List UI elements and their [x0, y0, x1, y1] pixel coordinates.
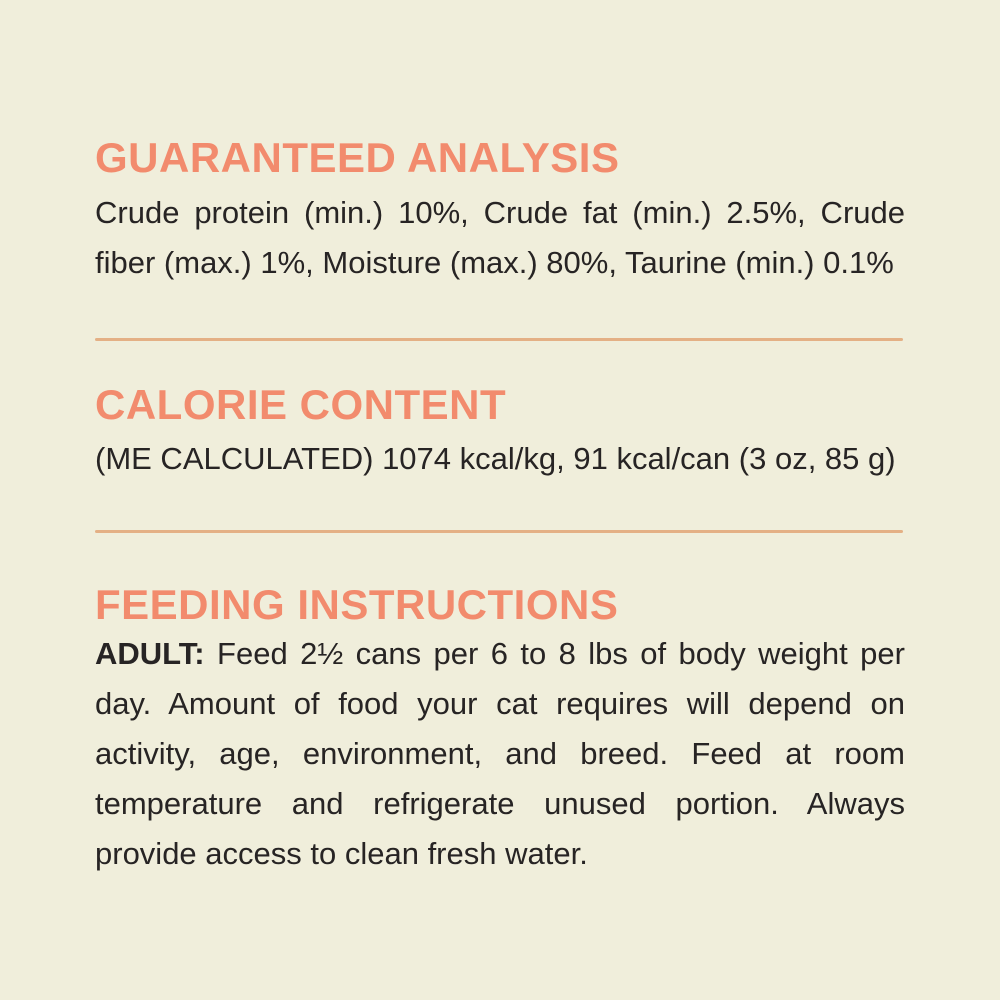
calorie-content-text: (ME CALCULATED) 1074 kcal/kg, 91 kcal/can (3 oz, 85 g): [95, 441, 896, 476]
section-divider: [95, 530, 903, 533]
calorie-content-section: [95, 381, 905, 484]
feeding-instructions-section: [95, 581, 905, 879]
section-divider: [95, 338, 903, 341]
adult-label: ADULT:: [95, 636, 205, 671]
guaranteed-analysis-text: Crude protein (min.) 10%, Crude fat (min.) 2.5%, Crude fiber (max.) 1%, Moisture (max.) 80%, Taurine (min.) 0.1%: [95, 195, 905, 280]
calorie-content-heading: CALORIE CONTENT: [95, 381, 507, 428]
guaranteed-analysis-heading: GUARANTEED ANALYSIS: [95, 134, 620, 181]
feeding-instructions-heading: FEEDING INSTRUCTIONS: [95, 581, 619, 628]
feeding-instructions-text: [95, 629, 905, 879]
feeding-instructions-body: Feed 2½ cans per 6 to 8 lbs of body weight per day. Amount of food your cat requires will depend on activity, age, environment, and breed. Feed at room temperature and refrigerate unused portion. Always provide access to clean fresh water.: [95, 636, 905, 871]
guaranteed-analysis-section: [95, 134, 905, 288]
